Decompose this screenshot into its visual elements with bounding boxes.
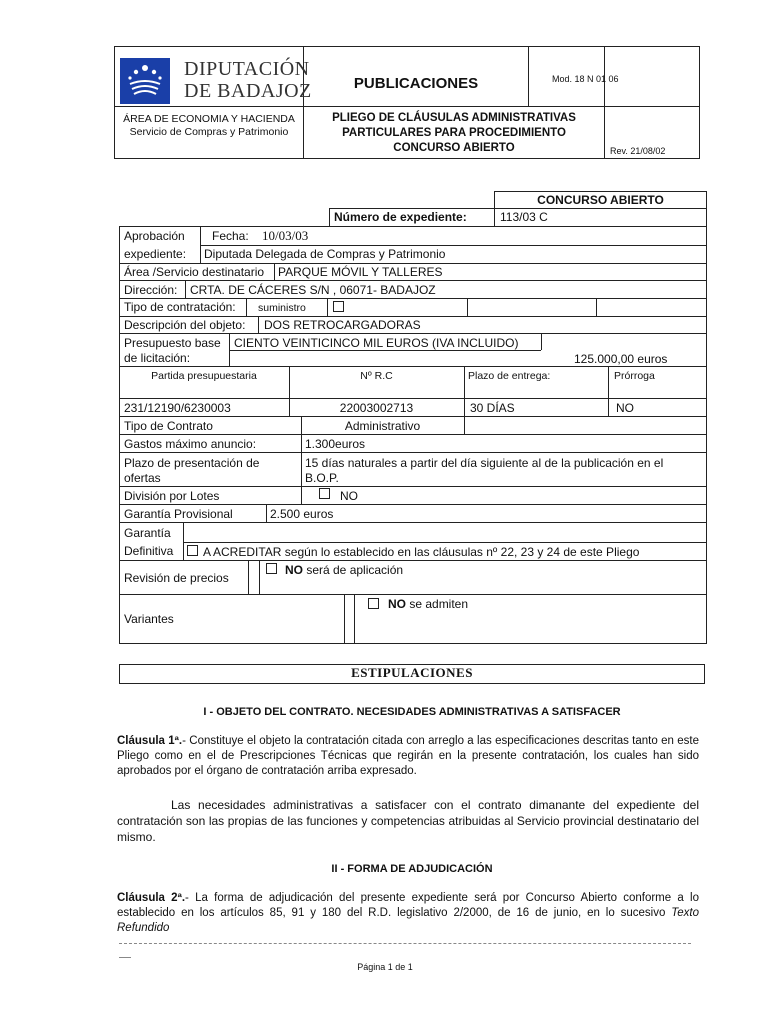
logo-icon (120, 58, 170, 104)
section2-heading: II - FORMA DE ADJUDICACIÓN (331, 863, 493, 875)
revision-label: Revisión de precios (124, 571, 229, 585)
presupuesto-amount: 125.000,00 euros (574, 352, 668, 366)
doc-title-2: PARTICULARES PARA PROCEDIMIENTO (342, 127, 566, 139)
org-name-line1: DIPUTACIÓN (184, 58, 310, 80)
procedure-label: CONCURSO ABIERTO (537, 193, 664, 207)
doc-title-3: CONCURSO ABIERTO (393, 142, 515, 154)
section-title: PUBLICACIONES (353, 75, 479, 92)
aprobacion-label-2: expediente: (124, 247, 187, 261)
expediente-label: Número de expediente: (334, 210, 467, 224)
paragraph2: Las necesidades administrativas a satisfacer con el contrato dimanante del expediente del contratación son las propias de las funciones y competencias atribuidas al Servicio provincial destinatario del mismo. (117, 798, 699, 844)
revision-value: NO será de aplicación (285, 563, 404, 577)
plazo-presentacion-label-1: Plazo de presentación de (124, 456, 260, 470)
revision-date: Rev. 21/08/02 (610, 146, 666, 156)
dept-line2: Servicio de Compras y Patrimonio (129, 126, 289, 138)
prorroga-header: Prórroga (614, 370, 655, 382)
variantes-label: Variantes (124, 612, 174, 626)
clause2: Cláusula 2ª.- La forma de adjudicación del presente expediente será por Concurso Abierto conforme a lo establecido en los artículos 85, 91 y 180 del R.D. legislativo 2/2000, de 16 de junio, en lo sucesivo Texto Refundido (117, 892, 700, 934)
garantia-def-checkbox[interactable] (187, 545, 198, 556)
lotes-checkbox[interactable] (319, 488, 330, 499)
area-value: PARQUE MÓVIL Y TALLERES (278, 265, 443, 279)
header-divider-h (114, 106, 700, 107)
footer-rule-short (119, 957, 131, 958)
tipo-contratacion-label: Tipo de contratación: (124, 300, 236, 314)
doc-title-1: PLIEGO DE CLÁUSULAS ADMINISTRATIVAS (332, 112, 576, 124)
dept-line1: ÁREA DE ECONOMIA Y HACIENDA (123, 113, 295, 125)
gastos-label: Gastos máximo anuncio: (124, 437, 257, 451)
clause1: Cláusula 1ª.- Constituye el objeto la contratación citada con arreglo a las especificaciones descritas tanto en este Pliego como en el de Prescripciones Técnicas que regirán en la presente contratación, los cuales han sido aprobados por el órgano de contratación arriba expresado. (117, 735, 699, 777)
footer-rule (119, 943, 691, 944)
prorroga-value: NO (616, 401, 634, 415)
variantes-value: NO se admiten (388, 597, 469, 611)
presupuesto-label-1: Presupuesto base (124, 336, 221, 350)
plazo-entrega-value: 30 DÍAS (470, 401, 515, 415)
org-name-line2: DE BADAJOZ (184, 80, 312, 102)
garantia-prov-label: Garantía Provisional (124, 507, 233, 521)
partida-value: 231/12190/6230003 (124, 401, 231, 415)
presupuesto-label-2: de licitación: (124, 351, 191, 365)
page-number: Página 1 de 1 (357, 962, 413, 972)
descripcion-value: DOS RETROCARGADORAS (264, 318, 421, 332)
garantia-def-label-1: Garantía (124, 526, 171, 540)
tipo-contrato-value: Administrativo (344, 419, 421, 433)
plazo-presentacion-value-1: 15 días naturales a partir del día siguiente al de la publicación en el (305, 456, 664, 470)
tipo-contratacion-value: suministro (258, 302, 306, 314)
fecha-value: 10/03/03 (262, 228, 309, 243)
descripcion-label: Descripción del objeto: (124, 318, 246, 332)
fecha-label: Fecha: (212, 229, 249, 243)
estipulaciones-title: ESTIPULACIONES (351, 665, 473, 680)
tipo-contratacion-checkbox[interactable] (333, 301, 344, 312)
revision-checkbox[interactable] (266, 563, 277, 574)
garantia-def-label-2: Definitiva (124, 544, 174, 558)
gastos-value: 1.300euros (305, 437, 366, 451)
direccion-value: CRTA. DE CÁCERES S/N , 06071- BADAJOZ (190, 283, 436, 297)
garantia-prov-value: 2.500 euros (270, 507, 334, 521)
rc-header: Nº R.C (360, 370, 393, 382)
section1-heading: I - OBJETO DEL CONTRATO. NECESIDADES ADMINISTRATIVAS A SATISFACER (203, 706, 621, 718)
plazo-presentacion-value-2: B.O.P. (305, 471, 339, 485)
mod-code: Mod. 18 N 01 06 (552, 74, 619, 84)
variantes-checkbox[interactable] (368, 598, 379, 609)
lotes-label: División por Lotes (124, 489, 220, 503)
rc-value: 22003002713 (339, 401, 414, 415)
tipo-contrato-label: Tipo de Contrato (124, 419, 213, 433)
header-divider-v3 (528, 46, 529, 106)
garantia-def-value: A ACREDITAR según lo establecido en las cláusulas nº 22, 23 y 24 de este Pliego (203, 545, 640, 559)
area-label: Área /Servicio destinatario (124, 265, 265, 279)
presupuesto-text: CIENTO VEINTICINCO MIL EUROS (IVA INCLUIDO) (234, 336, 519, 350)
expediente-divider (494, 208, 495, 227)
plazo-entrega-header: Plazo de entrega: (468, 370, 551, 382)
header-divider-v2 (604, 46, 605, 159)
aprobacion-label-1: Aprobación (124, 229, 185, 243)
plazo-presentacion-label-2: ofertas (124, 471, 161, 485)
direccion-label: Dirección: (124, 283, 178, 297)
lotes-value: NO (340, 489, 358, 503)
partida-header: Partida presupuestaria (151, 370, 257, 382)
expediente-value: 113/03 C (500, 210, 548, 224)
aprobacion-by: Diputada Delegada de Compras y Patrimonio (204, 247, 446, 261)
